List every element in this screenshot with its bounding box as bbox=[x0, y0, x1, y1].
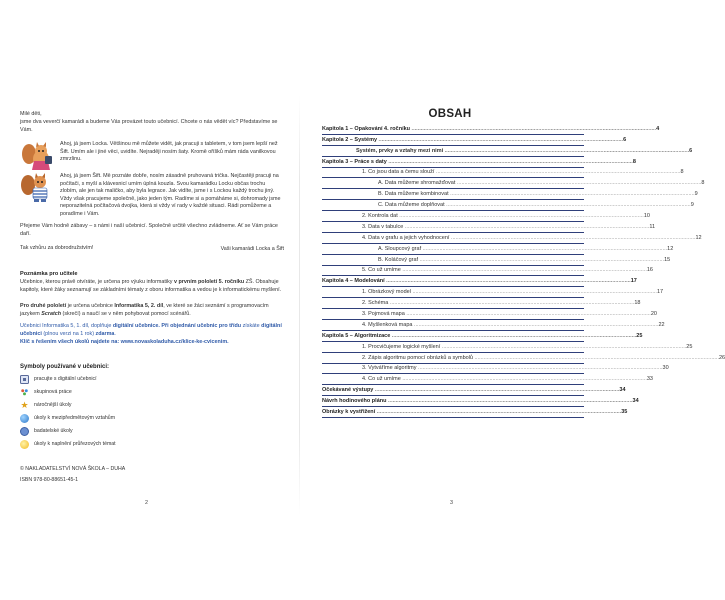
toc-section-row[interactable] bbox=[322, 189, 698, 200]
toc-entry-page: 8 bbox=[632, 158, 636, 165]
toc-entry-label: 3. Data v tabulce ................................................................................................................................................................ bbox=[362, 223, 650, 230]
page-number-right: 3 bbox=[450, 500, 453, 506]
toc-chapter-row[interactable] bbox=[322, 157, 636, 168]
toc-entry-page: 6 bbox=[623, 136, 627, 143]
toc-entry-page: 11 bbox=[649, 223, 656, 230]
greeting: Milé děti, bbox=[20, 111, 42, 117]
symbols-heading: Symboly používané v učebnici: bbox=[20, 364, 110, 370]
toc-entry-label: 1. Co jsou data a čemu slouží ................................................................................................................................................................ bbox=[362, 169, 681, 176]
toc-entry-label: Kapitola 5 – Algoritmizace ................................................................................................................................................................ bbox=[322, 332, 637, 339]
star-icon: ★ bbox=[20, 400, 29, 410]
toc-entry-label: Systém, prvky a vztahy mezi nimi ................................................................................................................................................................ bbox=[356, 147, 690, 154]
toc-entry-label: Návrh hodinového plánu ................................................................................................................................................................ bbox=[322, 398, 633, 405]
toc-entry-label: Kapitola 1 – Opakování 4. ročníku ................................................................................................................................................................ bbox=[322, 125, 657, 132]
toc-chapter-row[interactable] bbox=[322, 124, 660, 135]
isbn: ISBN 978-80-88651-45-1 bbox=[20, 477, 78, 483]
toc-section-row[interactable] bbox=[322, 353, 725, 364]
toc-entry-label: Kapitola 3 – Práce s daty ................................................................................................................................................................ bbox=[322, 158, 633, 165]
toc-leader-dots: ................................................................................................................................................................ bbox=[386, 158, 633, 165]
toc-entry-label: 1. Obrázkový model ................................................................................................................................................................ bbox=[362, 289, 657, 296]
toc-leader-dots: ................................................................................................................................................................ bbox=[386, 398, 633, 405]
toc-entry-page: 20 bbox=[650, 311, 657, 318]
toc-entry-label: C. Data můžeme doplňovat ................................................................................................................................................................ bbox=[378, 202, 691, 209]
toc-section-row[interactable] bbox=[322, 200, 694, 211]
intro-paragraph: jsme dva veverčí kamarádi a budeme Vás provázet touto učebnicí. Chcete o nás vědět víc? Představíme se Vám. bbox=[20, 119, 278, 133]
toc-entry-page: 25 bbox=[636, 332, 643, 339]
toc-entry-label: 5. Co už umíme ................................................................................................................................................................ bbox=[362, 267, 647, 274]
signoff: Tak vzhůru za dobrodružstvím! bbox=[20, 245, 94, 251]
symbols-legend bbox=[20, 373, 284, 451]
toc-entry-label: A. Sloupcový graf ................................................................................................................................................................ bbox=[378, 245, 668, 252]
toc-chapter-row[interactable] bbox=[322, 331, 643, 342]
toc-leader-dots: ................................................................................................................................................................ bbox=[449, 234, 696, 241]
toc-entry-label: B. Koláčový graf ................................................................................................................................................................ bbox=[378, 256, 665, 263]
sift-introduction bbox=[20, 173, 284, 219]
toc-entry-page: 17 bbox=[630, 278, 637, 285]
toc-section-row[interactable] bbox=[322, 287, 664, 298]
toc-entry-label: Kapitola 2 – Systémy ................................................................................................................................................................ bbox=[322, 136, 624, 143]
toc-leader-dots: ................................................................................................................................................................ bbox=[412, 321, 659, 328]
toc-leader-dots: ................................................................................................................................................................ bbox=[440, 343, 687, 350]
toc-entry-page: 17 bbox=[656, 289, 664, 296]
toc-entry-page: 26 bbox=[719, 354, 725, 361]
toc-entry-page: 9 bbox=[690, 202, 694, 209]
toc-entry-page: 8 bbox=[680, 169, 684, 176]
toc-leader-dots: ................................................................................................................................................................ bbox=[410, 289, 657, 296]
symbol-item: pracujte s digitální učebnicí bbox=[20, 373, 284, 386]
group-icon bbox=[20, 388, 29, 397]
toc-chapter-row[interactable] bbox=[322, 407, 628, 418]
toc-leader-dots: ................................................................................................................................................................ bbox=[377, 136, 624, 143]
toc-chapter-row[interactable] bbox=[322, 135, 627, 146]
toc-section-row[interactable] bbox=[322, 146, 693, 157]
toc-leader-dots: ................................................................................................................................................................ bbox=[434, 169, 681, 176]
toc-entry-page: 10 bbox=[643, 213, 650, 220]
toc-entry-label: 2. Schéma ................................................................................................................................................................ bbox=[362, 300, 635, 307]
symbol-item: ★ náročnější úkoly bbox=[20, 400, 72, 410]
globe-icon bbox=[20, 414, 29, 423]
symbol-item: úkoly k naplnění průřezových témat bbox=[20, 438, 284, 451]
lightbulb-icon bbox=[20, 440, 29, 449]
toc-section-row[interactable] bbox=[322, 374, 653, 385]
toc-section-row[interactable] bbox=[322, 320, 665, 331]
right-page bbox=[300, 0, 725, 600]
toc-entry-page: 16 bbox=[646, 267, 653, 274]
toc-entry-page: 12 bbox=[695, 234, 702, 241]
locka-introduction bbox=[20, 141, 284, 164]
toc-leader-dots: ................................................................................................................................................................ bbox=[443, 147, 690, 154]
toc-entry-label: Kapitola 4 – Modelování ................................................................................................................................................................ bbox=[322, 278, 631, 285]
toc-entry-page: 4 bbox=[656, 125, 660, 132]
toc-entry-label: 4. Myšlenková mapa ................................................................................................................................................................ bbox=[362, 321, 659, 328]
toc-section-row[interactable] bbox=[322, 211, 650, 222]
toc-section-row[interactable] bbox=[322, 255, 671, 266]
toc-entry-page: 25 bbox=[686, 343, 693, 350]
answer-key-note: Klíč s řešením všech úkolů najdete na: www.novaskoladuha.cz/klice-ke-cvicenim. bbox=[20, 339, 229, 345]
toc-section-row[interactable] bbox=[322, 298, 641, 309]
toc-section-row[interactable] bbox=[322, 244, 674, 255]
left-page bbox=[0, 0, 300, 600]
toc-entry-page: 9 bbox=[694, 191, 698, 198]
toc-leader-dots: ................................................................................................................................................................ bbox=[472, 354, 719, 361]
toc-section-row[interactable] bbox=[322, 168, 684, 179]
toc-entry-page: 33 bbox=[646, 376, 653, 383]
toc-chapter-row[interactable] bbox=[322, 276, 637, 287]
toc-leader-dots: ................................................................................................................................................................ bbox=[390, 332, 637, 339]
toc-title: OBSAH bbox=[428, 108, 472, 120]
toc-chapter-row[interactable] bbox=[322, 396, 639, 407]
toc-entry-label: A. Data můžeme shromažďovat ................................................................................................................................................................ bbox=[378, 180, 702, 187]
toc-section-row[interactable] bbox=[322, 222, 656, 233]
toc-entry-label: Očekávané výstupy ................................................................................................................................................................ bbox=[322, 387, 620, 394]
signature: Vaši kamarádi Locka a Šift bbox=[220, 246, 284, 252]
toc-leader-dots: ................................................................................................................................................................ bbox=[410, 125, 657, 132]
toc-entry-page: 30 bbox=[662, 365, 669, 372]
symbol-item: úkoly k mezipředmětovým vztahům bbox=[20, 412, 284, 425]
toc-leader-dots: ................................................................................................................................................................ bbox=[384, 278, 631, 285]
toc-entry-label: B. Data můžeme kombinovat ................................................................................................................................................................ bbox=[378, 191, 695, 198]
toc-entry-page: 6 bbox=[689, 147, 693, 154]
table-of-contents bbox=[322, 124, 725, 418]
teacher-note-heading: Poznámka pro učitele bbox=[20, 271, 78, 277]
toc-section-row[interactable] bbox=[322, 309, 657, 320]
toc-entry-label: 2. Zápis algoritmu pomocí obrázků a symbolů ................................................................................................................................................................ bbox=[362, 354, 719, 361]
copyright: © NAKLADATELSTVÍ NOVÁ ŠKOLA – DUHA bbox=[20, 466, 126, 472]
locka-squirrel-icon bbox=[20, 141, 54, 171]
toc-leader-dots: ................................................................................................................................................................ bbox=[400, 376, 647, 383]
toc-entry-page: 34 bbox=[632, 398, 639, 405]
toc-entry-label: 1. Procvičujeme logické myšlení ................................................................................................................................................................ bbox=[362, 343, 687, 350]
toc-entry-label: 4. Data v grafu a jejich vyhodnocení ................................................................................................................................................................ bbox=[362, 234, 696, 241]
toc-section-row[interactable] bbox=[322, 266, 653, 277]
sift-text: Ahoj, já jsem Šift. Mě poznáte dobře, nosím zásadně pruhovaná trička. Nejčastěji pracuji na počítači, s myší a klávesnicí umím úplná kouzla. Svou kamarádku Locku občas trochu zlobím, ale jen tak maličko, aby byla legrace. Jak vidíte, jsme i s Lockou každý trochu jiný. Vždy však pracujeme společně, jako jeden tým. Radíme si a pomáháme si, dohromady jsme neporazitelná počítačová dvojka, která si vždy ví rady v každé situaci. Rádi pomůžeme a poradíme i Vám. bbox=[60, 173, 281, 217]
toc-entry-page: 8 bbox=[701, 180, 705, 187]
toc-entry-page: 15 bbox=[664, 256, 671, 263]
teacher-note-digital-textbook: Učebnici Informatika 5, 1. díl, doplňuje digitální učebnice. Při objednání učebnic pro třídu získáte digitální učebnici (plnou verzi na 1 rok) zdarma. bbox=[20, 323, 282, 337]
toc-entry-label: 3. Vytváříme algoritmy ................................................................................................................................................................ bbox=[362, 365, 663, 372]
toc-leader-dots: ................................................................................................................................................................ bbox=[400, 267, 647, 274]
sift-squirrel-icon bbox=[20, 173, 54, 203]
page-number-left: 2 bbox=[145, 500, 148, 506]
toc-entry-page: 35 bbox=[621, 409, 628, 416]
toc-section-row[interactable] bbox=[322, 342, 693, 353]
toc-leader-dots: ................................................................................................................................................................ bbox=[416, 365, 663, 372]
toc-leader-dots: ................................................................................................................................................................ bbox=[455, 180, 702, 187]
toc-leader-dots: ................................................................................................................................................................ bbox=[373, 387, 620, 394]
toc-entry-label: 2. Kontrola dat ................................................................................................................................................................ bbox=[362, 213, 644, 220]
toc-leader-dots: ................................................................................................................................................................ bbox=[403, 223, 650, 230]
toc-leader-dots: ................................................................................................................................................................ bbox=[375, 409, 622, 416]
symbol-item: skupinová práce bbox=[20, 386, 284, 399]
toc-leader-dots: ................................................................................................................................................................ bbox=[448, 191, 695, 198]
badge-icon bbox=[20, 427, 29, 436]
toc-entry-page: 12 bbox=[667, 245, 674, 252]
symbol-item: badatelské úkoly bbox=[20, 425, 284, 438]
toc-leader-dots: ................................................................................................................................................................ bbox=[418, 256, 665, 263]
toc-leader-dots: ................................................................................................................................................................ bbox=[397, 213, 644, 220]
teacher-note-paragraph-2: Pro druhé pololetí je určena učebnice Informatika 5, 2. díl, ve které se žáci seznámí s programovacím jazykem Scratch (skrečí) a naučí se v něm pohybovat pomocí scénářů. bbox=[20, 303, 269, 317]
toc-chapter-row[interactable] bbox=[322, 385, 626, 396]
toc-entry-page: 34 bbox=[619, 387, 626, 394]
toc-entry-label: 4. Co už umíme ................................................................................................................................................................ bbox=[362, 376, 647, 383]
toc-entry-label: Obrázky k vystřižení ................................................................................................................................................................ bbox=[322, 409, 622, 416]
teacher-note-paragraph-1: Učebnice, kterou právě otvíráte, je určena pro výuku informatiky v prvním pololetí 5. ročníku ZŠ. Obsahuje kapitoly, které žáky seznamují se základními tématy z oboru informatika a vedou je k informatickému myšlení. bbox=[20, 279, 282, 293]
toc-leader-dots: ................................................................................................................................................................ bbox=[421, 245, 668, 252]
toc-entry-label: 3. Pojmová mapa ................................................................................................................................................................ bbox=[362, 311, 651, 318]
tablet-icon bbox=[20, 375, 29, 384]
toc-section-row[interactable] bbox=[322, 233, 702, 244]
toc-leader-dots: ................................................................................................................................................................ bbox=[444, 202, 691, 209]
toc-leader-dots: ................................................................................................................................................................ bbox=[388, 300, 635, 307]
toc-section-row[interactable] bbox=[322, 364, 669, 375]
toc-leader-dots: ................................................................................................................................................................ bbox=[404, 311, 651, 318]
toc-entry-page: 18 bbox=[634, 300, 641, 307]
locka-text: Ahoj, já jsem Locka. Většinou mě můžete vidět, jak pracuji s tabletem, v tom jsem lepší než Šift. Umím ale i jiné věci, uvidíte. Nejraději nosím šaty. Kromě oříšků mám ráda vanilkovou zmrzlinu. bbox=[60, 141, 278, 163]
toc-section-row[interactable] bbox=[322, 178, 705, 189]
outro-paragraph: Přejeme Vám hodně zábavy – s námi i naší učebnicí. Společně určitě všechno zvládneme. Ať se Vám práce daří. bbox=[20, 223, 278, 237]
toc-entry-page: 22 bbox=[658, 321, 665, 328]
answer-key-link[interactable]: www.novaskoladuha.cz/klice-ke-cvicenim bbox=[120, 339, 228, 345]
